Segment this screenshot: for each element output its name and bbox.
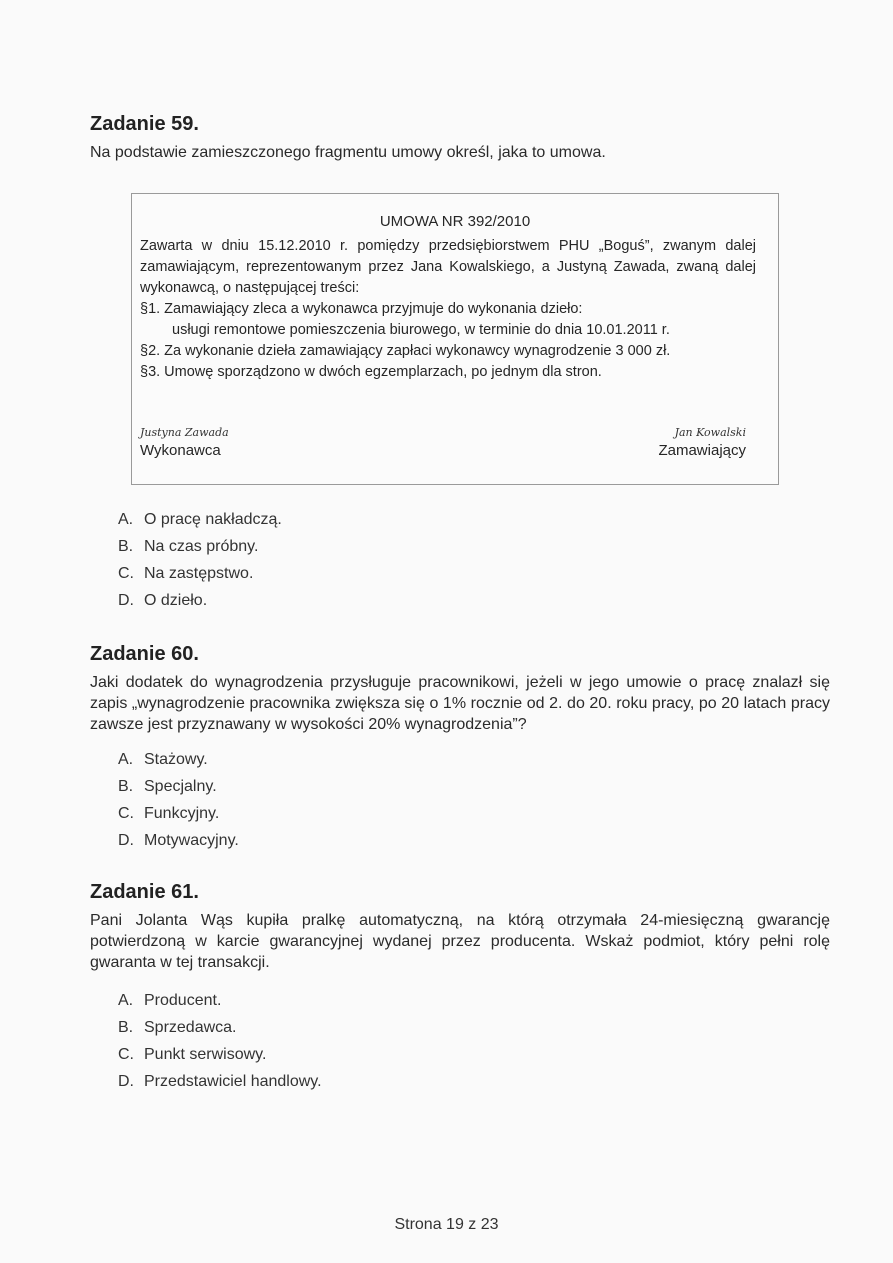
task-59-option-a[interactable]: A. O pracę nakładczą. (118, 511, 282, 528)
contract-paragraph-3: §3. Umowę sporządzono w dwóch egzemplarzach, po jednym dla stron. (140, 364, 602, 380)
task-59-options (118, 506, 282, 614)
task-59 (90, 113, 830, 163)
contractor-role: Wykonawca (140, 442, 221, 459)
contractor-signature-block (140, 426, 229, 459)
contract-paragraph-2: §2. Za wykonanie dzieła zamawiający zapłaci wykonawcy wynagrodzenie 3 000 zł. (140, 343, 671, 359)
contract-title: UMOWA NR 392/2010 (379, 213, 531, 230)
task-59-option-c[interactable]: C. Na zastępstwo. (118, 565, 254, 582)
task-61-question: Pani Jolanta Wąs kupiła pralkę automatyczną, na którą otrzymała 24-miesięczną gwarancję potwierdzoną w karcie gwarancyjnej wydanej przez producenta. Wskaż podmiot, który pełni rolę gwaranta w tej transakcji. (90, 912, 830, 971)
task-61-option-d[interactable]: D. Przedstawiciel handlowy. (118, 1073, 322, 1090)
task-60-option-d[interactable]: D. Motywacyjny. (118, 832, 239, 849)
task-60-option-c[interactable]: C. Funkcyjny. (118, 805, 220, 822)
task-61 (90, 881, 830, 973)
task-60-options (118, 746, 239, 854)
task-59-option-d[interactable]: D. O dzieło. (118, 592, 208, 609)
contractor-signature: Justyna Zawada (140, 426, 229, 439)
client-signature-block (658, 426, 746, 459)
client-role: Zamawiający (658, 442, 746, 459)
task-60-option-a[interactable]: A. Stażowy. (118, 751, 208, 768)
task-61-options (118, 987, 322, 1095)
task-59-question: Na podstawie zamieszczonego fragmentu umowy określ, jaka to umowa. (90, 144, 606, 161)
task-59-option-b[interactable]: B. Na czas próbny. (118, 538, 259, 555)
task-61-option-b[interactable]: B. Sprzedawca. (118, 1019, 237, 1036)
task-61-option-a[interactable]: A. Producent. (118, 992, 222, 1009)
task-59-title: Zadanie 59. (90, 113, 199, 135)
client-signature: Jan Kowalski (674, 426, 746, 439)
contract-box (131, 193, 779, 485)
contract-paragraph-1: §1. Zamawiający zleca a wykonawca przyjmuje do wykonania dzieło: (140, 301, 583, 317)
task-61-title: Zadanie 61. (90, 881, 199, 903)
task-60 (90, 643, 830, 735)
contract-intro: Zawarta w dniu 15.12.2010 r. pomiędzy przedsiębiorstwem PHU „Boguś”, zwanym dalej zamawiającym, reprezentowanym przez Jana Kowalskiego, a Justyną Zawada, zwaną dalej wykonawcą, o następującej treści: (140, 238, 756, 296)
task-60-title: Zadanie 60. (90, 643, 199, 665)
page-number: Strona 19 z 23 (394, 1216, 499, 1233)
contract-body (140, 236, 756, 383)
task-61-option-c[interactable]: C. Punkt serwisowy. (118, 1046, 267, 1063)
task-60-question: Jaki dodatek do wynagrodzenia przysługuje pracownikowi, jeżeli w jego umowie o pracę znalazł się zapis „wynagrodzenie pracownika zwiększa się o 1% rocznie od 2. do 20. roku pracy, po 20 latach pracy zawsze jest przyznawany w wysokości 20% wynagrodzenia”? (90, 674, 830, 733)
task-60-option-b[interactable]: B. Specjalny. (118, 778, 217, 795)
contract-paragraph-1-detail: usługi remontowe pomieszczenia biurowego, w terminie do dnia 10.01.2011 r. (172, 322, 670, 338)
